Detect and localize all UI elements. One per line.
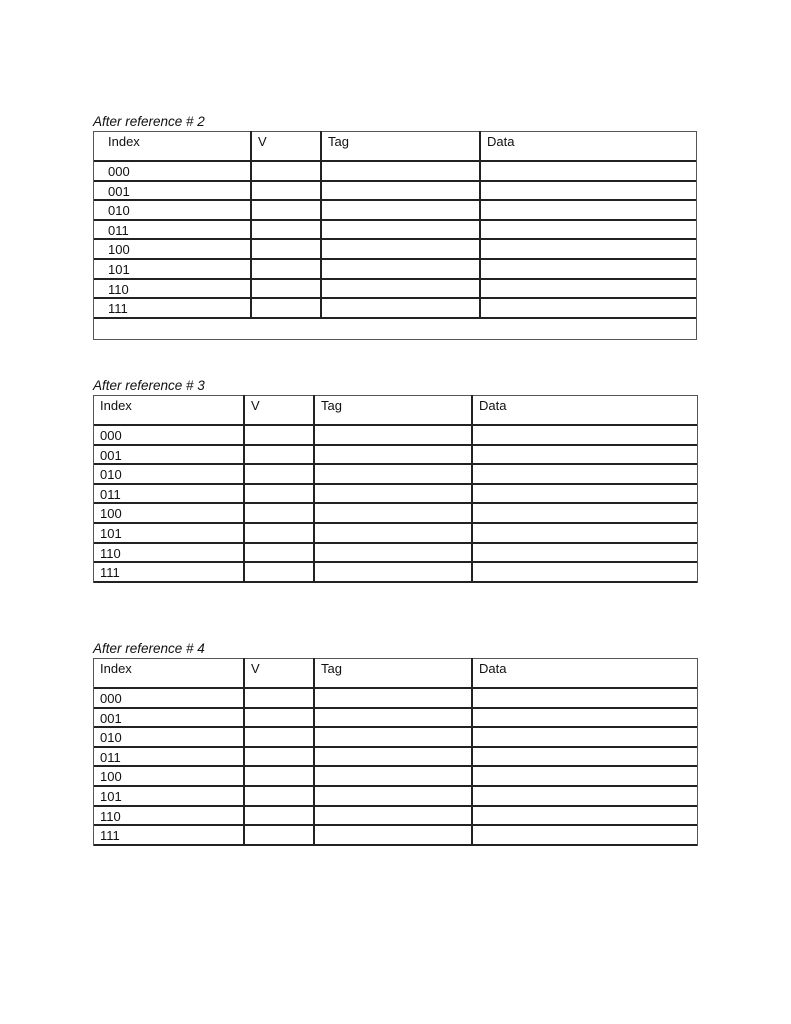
tag-cell[interactable] — [328, 221, 478, 239]
table-rule — [93, 238, 697, 240]
table-rule — [93, 502, 698, 504]
index-cell: 000 — [100, 691, 122, 706]
column-header-v: V — [258, 134, 267, 149]
data-cell[interactable] — [479, 689, 696, 707]
v-cell[interactable] — [251, 767, 312, 785]
tag-cell[interactable] — [321, 485, 470, 503]
tag-cell[interactable] — [328, 280, 478, 298]
table-rule — [93, 687, 698, 689]
data-cell[interactable] — [479, 709, 696, 727]
table-rule — [250, 131, 252, 319]
table-rule — [93, 542, 698, 544]
table-rule — [93, 444, 698, 446]
v-cell[interactable] — [258, 260, 319, 278]
table-rule — [93, 785, 698, 787]
section-title: After reference # 3 — [93, 378, 205, 393]
tag-cell[interactable] — [321, 748, 470, 766]
index-cell: 011 — [100, 749, 121, 765]
table-rule — [93, 522, 698, 524]
table-rule — [313, 395, 315, 583]
index-cell: 001 — [108, 183, 130, 199]
data-cell[interactable] — [487, 162, 695, 180]
tag-cell[interactable] — [321, 465, 470, 483]
table-rule — [313, 658, 315, 846]
data-cell[interactable] — [487, 182, 695, 200]
table-rule — [93, 805, 698, 807]
v-cell[interactable] — [258, 162, 319, 180]
table-rule — [93, 824, 698, 826]
data-cell[interactable] — [479, 485, 696, 503]
column-header-data: Data — [479, 398, 507, 413]
index-cell: 010 — [108, 203, 130, 219]
index-cell: 100 — [108, 242, 130, 258]
tag-cell[interactable] — [328, 162, 478, 180]
index-cell: 110 — [108, 281, 129, 297]
table-rule — [243, 658, 245, 846]
table-rule — [93, 160, 697, 162]
tag-cell[interactable] — [328, 182, 478, 200]
column-header-tag: Tag — [321, 661, 342, 676]
index-cell: 101 — [100, 526, 122, 541]
table-rule — [320, 131, 322, 319]
table-rule — [697, 395, 698, 583]
tag-cell[interactable] — [321, 689, 470, 707]
column-header-data: Data — [487, 134, 515, 149]
column-header-data: Data — [479, 661, 507, 676]
v-cell[interactable] — [251, 748, 312, 766]
column-header-v: V — [251, 661, 260, 676]
table-rule — [93, 581, 698, 583]
index-cell: 000 — [108, 164, 130, 179]
table-rule — [93, 131, 697, 132]
index-cell: 101 — [100, 789, 122, 804]
data-cell[interactable] — [487, 221, 695, 239]
v-cell[interactable] — [251, 826, 312, 844]
section-title: After reference # 2 — [93, 114, 205, 129]
v-cell[interactable] — [251, 446, 312, 464]
index-cell: 001 — [100, 710, 122, 726]
tag-cell[interactable] — [328, 240, 478, 258]
v-cell[interactable] — [251, 709, 312, 727]
v-cell[interactable] — [251, 524, 312, 542]
table-rule — [93, 317, 697, 319]
index-cell: 100 — [100, 769, 122, 785]
data-cell[interactable] — [479, 748, 696, 766]
v-cell[interactable] — [258, 201, 319, 219]
index-cell: 011 — [108, 222, 129, 238]
tag-cell[interactable] — [321, 446, 470, 464]
data-cell[interactable] — [479, 826, 696, 844]
table-rule — [471, 395, 473, 583]
data-cell[interactable] — [479, 787, 696, 805]
index-cell: 000 — [100, 428, 122, 443]
index-cell: 111 — [108, 301, 128, 317]
table-rule — [93, 395, 94, 583]
index-cell: 111 — [100, 565, 120, 581]
index-cell: 001 — [100, 447, 122, 463]
column-header-tag: Tag — [328, 134, 349, 149]
v-cell[interactable] — [258, 280, 319, 298]
table-rule — [479, 131, 481, 319]
data-cell[interactable] — [487, 280, 695, 298]
table-rule — [93, 658, 94, 846]
index-cell: 100 — [100, 506, 122, 522]
table-rule — [93, 199, 697, 201]
tag-cell[interactable] — [321, 787, 470, 805]
column-header-tag: Tag — [321, 398, 342, 413]
data-cell[interactable] — [479, 524, 696, 542]
table-rule — [471, 658, 473, 846]
data-cell[interactable] — [479, 504, 696, 522]
table-rule — [93, 483, 698, 485]
index-cell: 110 — [100, 808, 121, 824]
table-rule — [93, 180, 697, 182]
data-cell[interactable] — [479, 728, 696, 746]
index-cell: 101 — [108, 262, 130, 277]
tag-cell[interactable] — [321, 728, 470, 746]
table-rule — [93, 131, 94, 340]
table-rule — [93, 765, 698, 767]
v-cell[interactable] — [258, 299, 319, 317]
tag-cell[interactable] — [321, 709, 470, 727]
tag-cell[interactable] — [321, 826, 470, 844]
v-cell[interactable] — [251, 787, 312, 805]
index-cell: 010 — [100, 467, 122, 483]
tag-cell[interactable] — [321, 563, 470, 581]
data-cell[interactable] — [479, 544, 696, 562]
v-cell[interactable] — [258, 182, 319, 200]
tag-cell[interactable] — [321, 807, 470, 825]
table-rule — [93, 219, 697, 221]
v-cell[interactable] — [251, 807, 312, 825]
table-rule — [93, 844, 698, 846]
data-cell[interactable] — [479, 563, 696, 581]
table-rule — [93, 297, 697, 299]
v-cell[interactable] — [251, 689, 312, 707]
data-cell[interactable] — [479, 465, 696, 483]
index-cell: 110 — [100, 545, 121, 561]
table-rule — [93, 707, 698, 709]
data-cell[interactable] — [479, 767, 696, 785]
v-cell[interactable] — [258, 221, 319, 239]
table-rule — [696, 131, 697, 340]
tag-cell[interactable] — [321, 544, 470, 562]
table-rule — [93, 726, 698, 728]
data-cell[interactable] — [479, 446, 696, 464]
index-cell: 111 — [100, 828, 120, 844]
table-rule — [93, 658, 698, 659]
tag-cell[interactable] — [328, 260, 478, 278]
data-cell[interactable] — [479, 807, 696, 825]
table-rule — [697, 658, 698, 846]
index-cell: 011 — [100, 486, 121, 502]
table-rule — [93, 463, 698, 465]
tag-cell[interactable] — [328, 299, 478, 317]
table-rule — [93, 395, 698, 396]
tag-cell[interactable] — [328, 201, 478, 219]
data-cell[interactable] — [479, 426, 696, 444]
index-cell: 010 — [100, 730, 122, 746]
tag-cell[interactable] — [321, 504, 470, 522]
v-cell[interactable] — [251, 504, 312, 522]
data-cell[interactable] — [487, 260, 695, 278]
section-title: After reference # 4 — [93, 641, 205, 656]
column-header-v: V — [251, 398, 260, 413]
column-header-index: Index — [100, 398, 132, 413]
table-rule — [93, 339, 697, 340]
tag-cell[interactable] — [321, 426, 470, 444]
tag-cell[interactable] — [321, 524, 470, 542]
tag-cell[interactable] — [321, 767, 470, 785]
v-cell[interactable] — [251, 426, 312, 444]
v-cell[interactable] — [258, 240, 319, 258]
data-cell[interactable] — [487, 201, 695, 219]
table-rule — [93, 424, 698, 426]
table-rule — [93, 258, 697, 260]
table-rule — [243, 395, 245, 583]
v-cell[interactable] — [251, 465, 312, 483]
table-rule — [93, 278, 697, 280]
v-cell[interactable] — [251, 563, 312, 581]
column-header-index: Index — [100, 661, 132, 676]
v-cell[interactable] — [251, 728, 312, 746]
v-cell[interactable] — [251, 485, 312, 503]
table-rule — [93, 561, 698, 563]
table-rule — [93, 746, 698, 748]
data-cell[interactable] — [487, 299, 695, 317]
column-header-index: Index — [108, 134, 140, 149]
data-cell[interactable] — [487, 240, 695, 258]
v-cell[interactable] — [251, 544, 312, 562]
